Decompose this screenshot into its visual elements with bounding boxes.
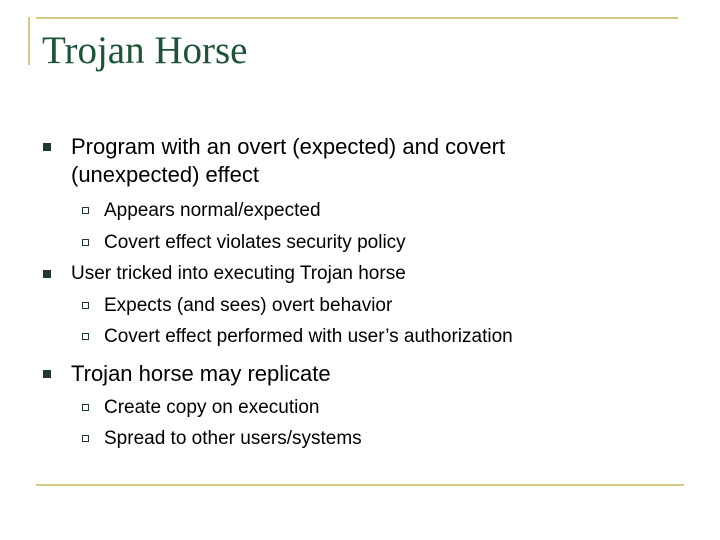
bullet-3-sub-2-text: Spread to other users/systems (104, 428, 362, 449)
bullet-1-sub-1 (104, 199, 321, 223)
bullet-3-text: Trojan horse may replicate (71, 361, 331, 386)
bullet-1-line-1: Program with an overt (expected) and covert (71, 134, 506, 159)
bullet-2-sub-1 (104, 294, 392, 318)
bullet-1-line-2: (unexpected) effect (71, 162, 259, 187)
bullet-2-sub-2-text: Covert effect performed with user’s authorization (104, 326, 513, 347)
bullet-2-text: User tricked into executing Trojan horse (71, 263, 406, 284)
hollow-square-bullet-icon (82, 333, 89, 340)
hollow-square-bullet-icon (82, 302, 89, 309)
hollow-square-bullet-icon (82, 435, 89, 442)
bullet-3-sub-1-text: Create copy on execution (104, 397, 320, 418)
bullet-3 (71, 360, 331, 388)
bullet-1 (71, 133, 505, 189)
bullet-2-sub-1-text: Expects (and sees) overt behavior (104, 295, 393, 316)
bullet-1-sub-2 (104, 231, 406, 255)
square-bullet-icon (43, 143, 51, 151)
left-rule (28, 17, 30, 65)
square-bullet-icon (43, 370, 51, 378)
top-rule (36, 17, 678, 19)
bullet-3-sub-1 (104, 396, 319, 420)
hollow-square-bullet-icon (82, 404, 89, 411)
bullet-3-sub-2 (104, 427, 362, 451)
bullet-1-sub-2-text: Covert effect violates security policy (104, 232, 406, 253)
bullet-2 (71, 262, 406, 286)
bottom-rule (36, 484, 684, 486)
bullet-1-sub-1-text: Appears normal/expected (104, 200, 321, 221)
slide-title: Trojan Horse (42, 29, 248, 72)
hollow-square-bullet-icon (82, 207, 89, 214)
bullet-2-sub-2 (104, 325, 513, 349)
square-bullet-icon (43, 270, 51, 278)
hollow-square-bullet-icon (82, 239, 89, 246)
